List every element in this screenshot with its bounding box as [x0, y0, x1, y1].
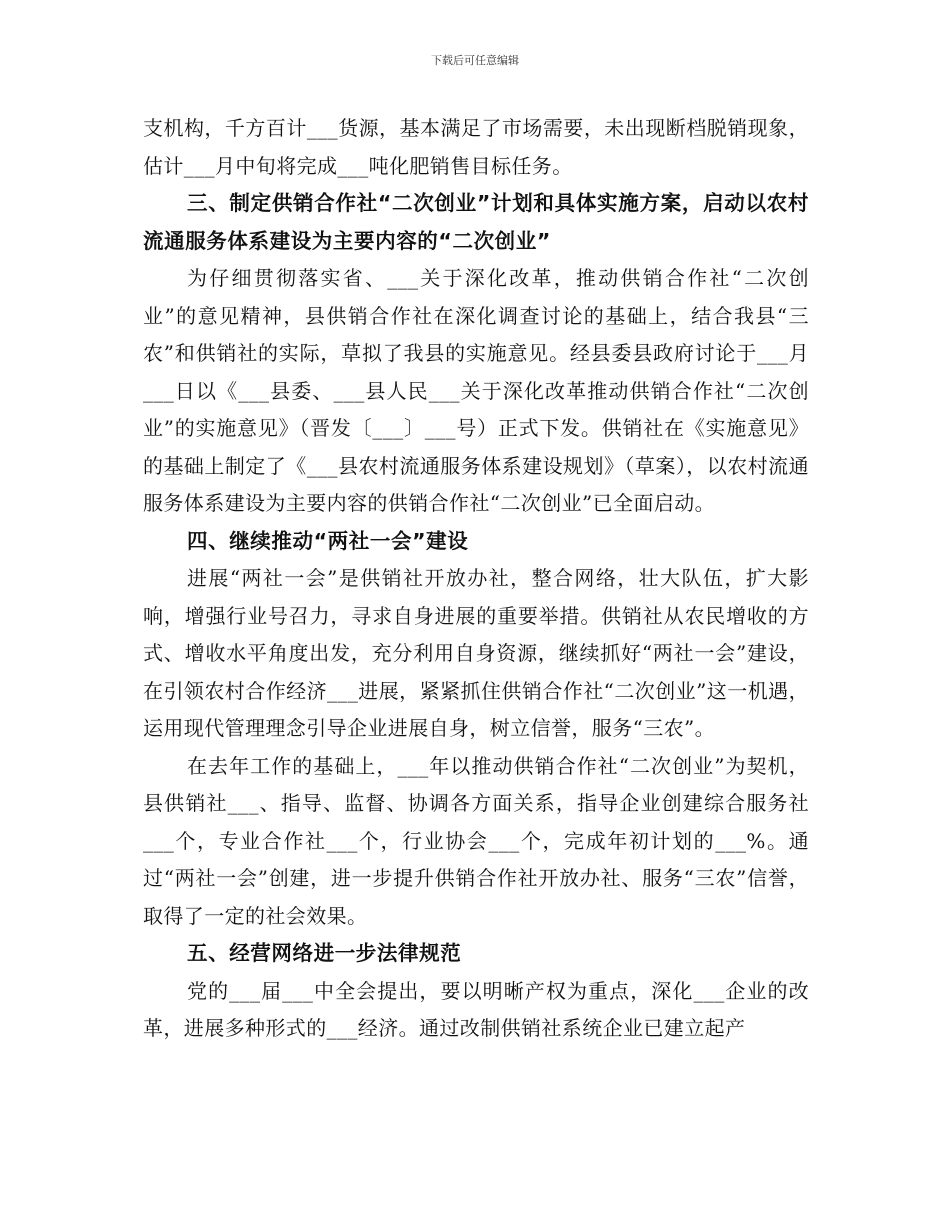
- document-body: [143, 110, 809, 1048]
- paragraph-implementation-opinion: 为仔细贯彻落实省、___关于深化改革，推动供销合作社“二次创业”的意见精神，县供销合作社在深化调查讨论的基础上，结合我县“三农”和供销社的实际，草拟了我县的实施意见。经县委县政府讨论于___月___日以《___县委、___县人民___关于深化改革推动供销合作社“二次创业”的实施意见》（晋发〔___〕___号）正式下发。供销社在《实施意见》的基础上制定了《___县农村流通服务体系建设规划》（草案），以农村流通服务体系建设为主要内容的供销合作社“二次创业”已全面启动。: [143, 266, 809, 515]
- page-header-note: 下载后可任意编辑: [431, 54, 519, 67]
- section-heading-3: 三、制定供销合作社“二次创业”计划和具体实施方案，启动以农村流通服务体系建设为主要内容的“二次创业”: [143, 191, 809, 253]
- paragraph-last-year-work: 在去年工作的基础上，___年以推动供销合作社“二次创业”为契机，县供销社___、指导、监督、协调各方面关系，指导企业创建综合服务社___个，专业合作社___个，行业协会___个，完成年初计划的___%。通过“两社一会”创建，进一步提升供销合作社开放办社、服务“三农”信誉，取得了一定的社会效果。: [143, 753, 809, 928]
- paragraph-continued-supply: 支机构，千方百计___货源，基本满足了市场需要，未出现断档脱销现象，估计___月中旬将完成___吨化肥销售目标任务。: [143, 116, 809, 178]
- paragraph-party-plenary: 党的___届___中全会提出，要以明晰产权为重点，深化___企业的改革，进展多种形式的___经济。通过改制供销社系统企业已建立起产: [143, 978, 809, 1040]
- paragraph-two-societies-one-association: 进展“两社一会”是供销社开放办社，整合网络，壮大队伍，扩大影响，增强行业号召力，寻求自身进展的重要举措。供销社从农民增收的方式、增收水平角度出发，充分利用自身资源，继续抓好“两社一会”建设，在引领农村合作经济___进展，紧紧抓住供销合作社“二次创业”这一机遇，运用现代管理理念引导企业进展自身，树立信誉，服务“三农”。: [143, 566, 809, 740]
- section-heading-5: 五、经营网络进一步法律规范: [187, 941, 462, 965]
- section-heading-4: 四、继续推动“两社一会”建设: [187, 528, 469, 553]
